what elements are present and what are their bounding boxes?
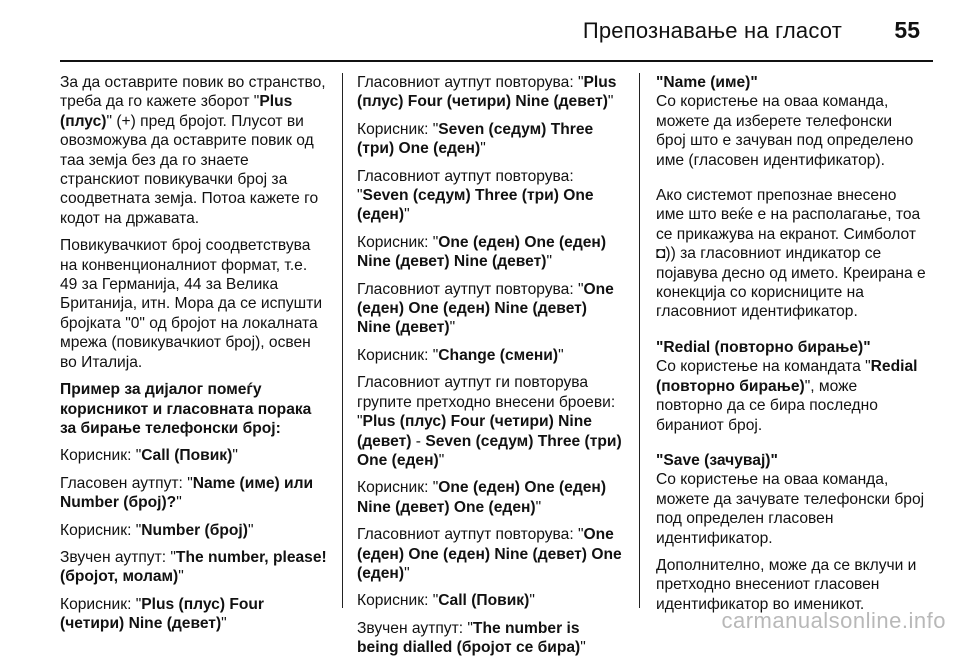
bold-text: Seven (седум) Three (три) One (еден) <box>357 187 594 224</box>
text-run: Корисник: " <box>60 595 142 613</box>
paragraph <box>357 280 625 338</box>
text-run: Гласовен аутпут: " <box>60 474 193 492</box>
bold-text: One (еден) One (еден) Nine (девет) Nine (девет) <box>357 280 614 337</box>
bold-text: Change (смени) <box>438 346 559 364</box>
paragraph <box>357 373 625 470</box>
text-run: Гласовниот аутпут повторува: " <box>357 526 584 544</box>
text-run: " <box>176 494 182 512</box>
paragraph <box>656 338 926 435</box>
text-run: Повикувачкиот број соодветствува на конвенционалниот формат, т.е. 49 за Германија, 44 за Велика Британија, итн. Мора да се испушти бројката "0" од бројот на локалната мрежа (повикувачкиот број), освен во Италија. <box>60 237 323 371</box>
text-run: За да оставрите повик во странство, треба да го кажете зборот " <box>60 74 326 111</box>
bold-text: Seven (седум) Three (три) One (еден) <box>357 432 622 469</box>
text-run: " <box>247 521 254 539</box>
paragraph <box>357 619 625 658</box>
text-run: " <box>404 564 410 582</box>
text-run: " <box>535 498 542 516</box>
text-run: Корисник: " <box>60 521 142 539</box>
text-run: Корисник: " <box>60 447 142 465</box>
text-run: " <box>178 568 184 586</box>
paragraph <box>357 120 625 159</box>
text-run: " <box>580 639 586 657</box>
text-run: Со користење на оваа команда, можете да изберете телефонски број што е зачуван под определено име (гласовен идентификатор). <box>656 93 914 169</box>
page-title: Препознавање на гласот <box>582 18 842 43</box>
text-run: " <box>221 615 227 633</box>
text-run: Корисник: " <box>357 233 439 251</box>
text-run: Корисник: " <box>357 346 439 364</box>
bold-text: Seven (седум) Three (три) One (еден) <box>357 120 594 158</box>
paragraph <box>656 73 926 170</box>
bold-text: Plus (плус) <box>60 93 293 130</box>
paragraph <box>60 236 328 372</box>
paragraph <box>60 595 328 634</box>
text-run: " <box>480 140 486 158</box>
text-run: Гласовниот аутпут повторува: " <box>357 280 584 298</box>
text-run: " <box>529 592 535 610</box>
text-run: " <box>232 447 238 465</box>
text-run: " <box>558 346 564 364</box>
text-run: Корисник: " <box>357 479 439 497</box>
bold-text: "Name (име)" <box>656 74 758 91</box>
paragraph <box>656 451 926 548</box>
text-column-left <box>60 73 328 642</box>
paragraph <box>656 186 926 322</box>
bold-text: Plus (плус) Four (четири) Nine (девет) <box>60 595 264 633</box>
paragraph <box>357 167 625 225</box>
bold-text: One (еден) One (еден) Nine (девет) One (еден) <box>357 526 622 582</box>
bold-text: Name (име) или Number (број)? <box>60 474 314 512</box>
text-run: " <box>607 93 614 111</box>
bold-text: One (еден) One (еден) Nine (девет) One (еден) <box>357 479 607 516</box>
bold-text: Пример за дијалог помеѓу корисникот и гласовната порака за бирање телефонски број: <box>60 381 312 437</box>
bold-text: The number, please! (бројот, молам) <box>60 548 327 586</box>
text-run: Ако системот препознае внесено име што веќе е на располагање, тоа се прикажува на екранот. Симболот ◘)) за гласовниот индикатор се појавува десно од името. Креирана е конекција со корисниците на гласовниот идентификатор. <box>656 187 926 321</box>
text-run: " <box>438 451 445 469</box>
text-run: Гласовниот аутпут повторува: " <box>357 74 584 91</box>
bold-text: "Redial (повторно бирање)" <box>656 338 871 356</box>
paragraph <box>357 73 625 112</box>
text-run: Гласовниот аутпут ги повторува групите претходно внесени броеви: " <box>357 374 616 431</box>
paragraph <box>357 233 625 272</box>
bold-text: One (еден) One (еден) Nine (девет) Nine (девет) <box>357 233 607 271</box>
watermark: carmanualsonline.info <box>721 608 946 633</box>
bold-text: Call (Повик) <box>438 592 530 610</box>
bold-text: "Save (зачувај)" <box>656 451 778 469</box>
bold-text: Plus (плус) Four (четири) Nine (девет) <box>357 413 592 450</box>
text-run: " <box>404 206 410 224</box>
text-run: Со користење на командата " <box>656 358 871 376</box>
paragraph <box>60 521 328 540</box>
paragraph <box>60 548 328 587</box>
text-run: Звучен аутпут: " <box>60 548 176 566</box>
text-run: " <box>546 253 553 271</box>
paragraph <box>656 556 926 614</box>
bold-text: Number (број) <box>141 521 248 539</box>
text-run: Гласовниот аутпут повторува: " <box>357 167 574 205</box>
bold-text: Redial (повторно бирање) <box>656 358 918 395</box>
paragraph <box>357 346 625 365</box>
paragraph <box>357 478 625 517</box>
text-run: " <box>449 319 456 337</box>
bold-text: Call (Повик) <box>141 447 233 465</box>
text-run: Звучен аутпут: " <box>357 619 473 637</box>
text-column-right <box>656 73 926 622</box>
paragraph <box>60 474 328 513</box>
bold-text: Plus (плус) Four (четири) Nine (девет) <box>357 74 617 111</box>
column-divider <box>342 73 343 608</box>
column-divider <box>639 73 640 608</box>
text-run: - <box>411 432 426 450</box>
bold-text: The number is being dialled (бројот се бира) <box>357 619 581 657</box>
text-run: Дополнително, може да се вклучи и претходно внесениот гласовен идентификатор во именикот. <box>656 556 917 613</box>
text-run: " (+) пред бројот. Плусот ви овозможува да оставрите повик од таа земја без да го знаете странскиот повикувачки број за соодветната земја. Потоа кажете го кодот на државата. <box>60 112 319 227</box>
page-number: 55 <box>894 17 920 43</box>
header-rule <box>60 60 933 62</box>
text-run: Корисник: " <box>357 592 439 610</box>
text-column-middle <box>357 73 625 666</box>
paragraph <box>60 446 328 465</box>
text-run: ", може повторно да се бира последно бираниот број. <box>656 377 878 434</box>
page-header <box>0 0 960 60</box>
text-run: Со користење на оваа команда, можете да зачувате телефонски број под определен гласовен идентификатор. <box>656 471 925 547</box>
paragraph <box>357 591 625 610</box>
paragraph <box>60 73 328 228</box>
text-run: Корисник: " <box>357 120 439 138</box>
paragraph <box>60 380 328 438</box>
paragraph <box>357 525 625 583</box>
